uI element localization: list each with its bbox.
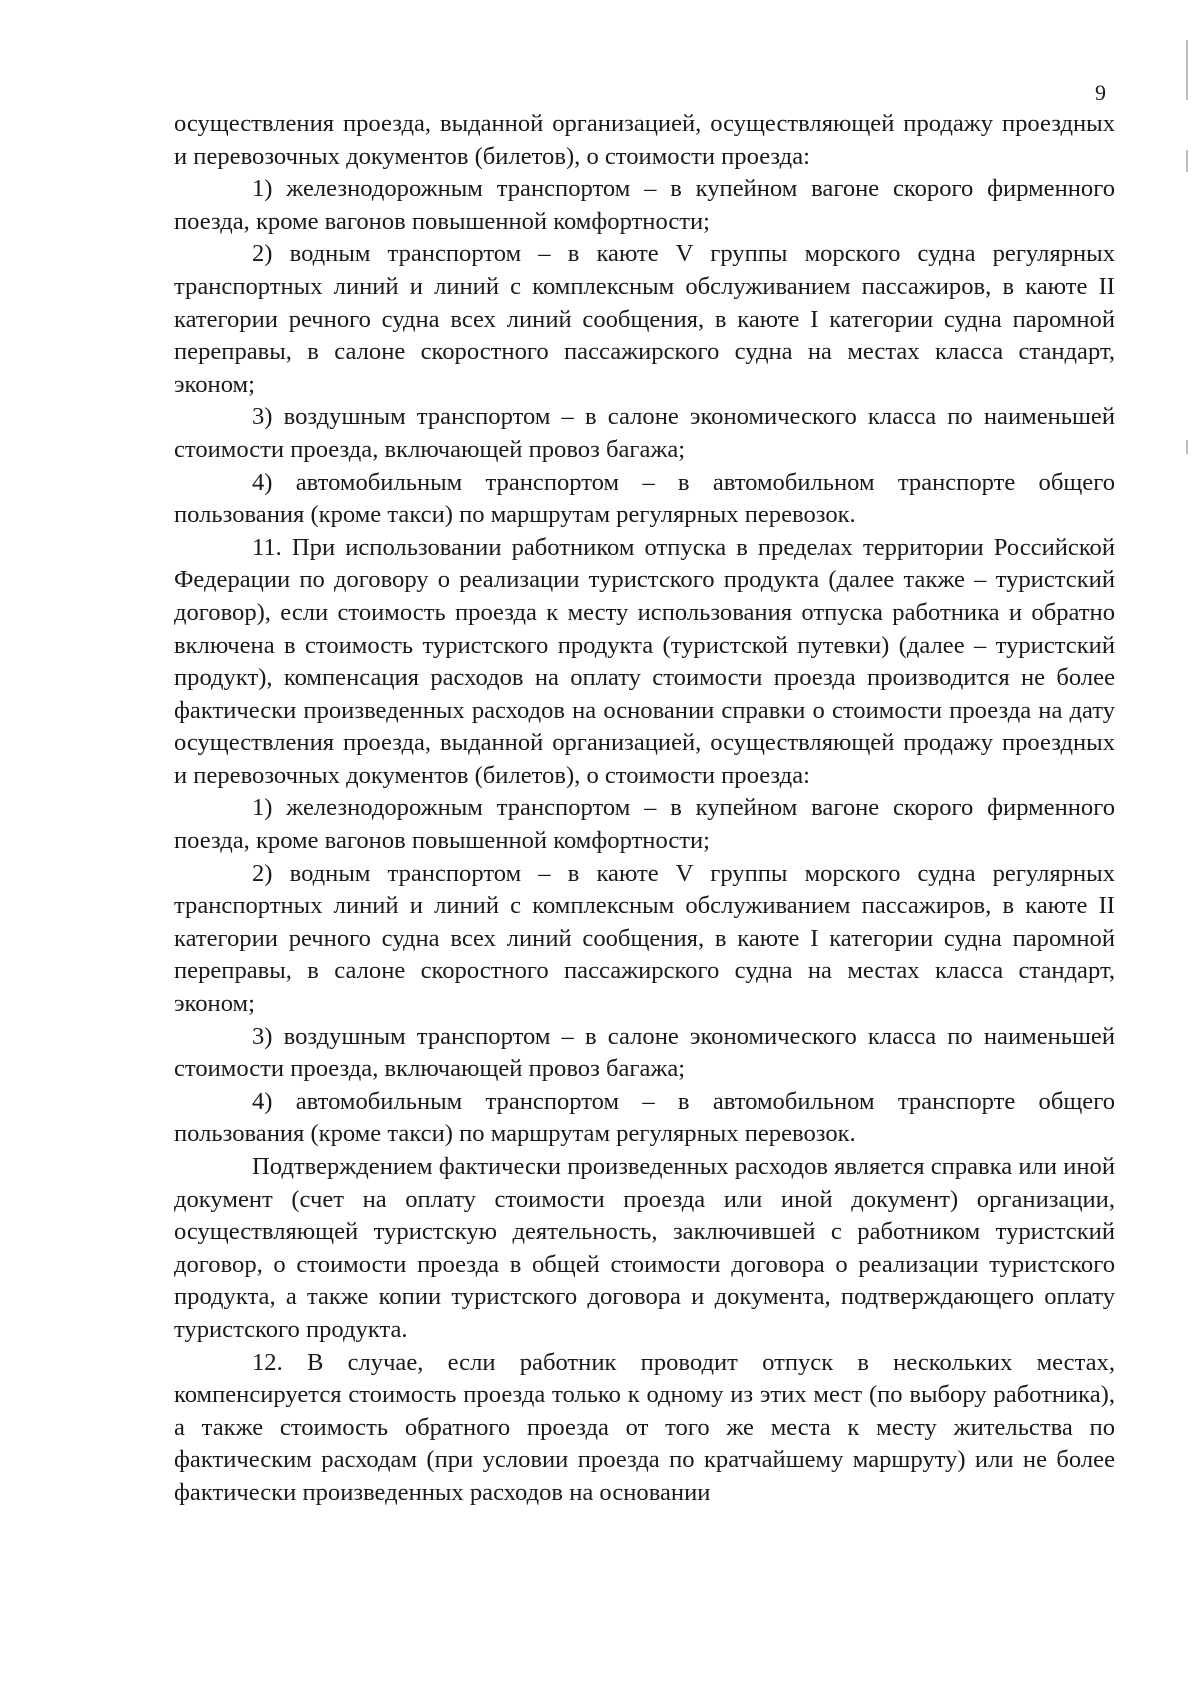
paragraph-list-item-air: 3) воздушным транспортом – в салоне экономического класса по наименьшей стоимости проезда, включающей провоз багажа; [174,403,1115,463]
paragraph-clause-12: 12. В случае, если работник проводит отпуск в нескольких местах, компенсируется стоимость проезда только к одному из этих мест (по выбору работника), а также стоимость обратного проезда от того же места к месту жительства по фактическим расходам (при условии проезда по кратчайшему маршруту) или не более фактически произведенных расходов на основании [174,1348,1115,1506]
document-body [174,108,1115,1510]
paragraph-continuation: осуществления проезда, выданной организацией, осуществляющей продажу проездных и перевозочных документов (билетов), о стоимости проезда: [174,110,1115,170]
paragraph-clause-11: 11. При использовании работником отпуска в пределах территории Российской Федерации по договору о реализации туристского продукта (далее также – туристский договор), если стоимость проезда к месту использования отпуска работника и обратно включена в стоимость туристского продукта (туристской путевки) (далее – туристский продукт), компенсация расходов на оплату стоимости проезда производится не более фактически произведенных расходов на основании справки о стоимости проезда на дату осуществления проезда, выданной организацией, осуществляющей продажу проездных и перевозочных документов (билетов), о стоимости проезда: [174,533,1115,789]
paragraph-list-item-rail: 1) железнодорожным транспортом – в купейном вагоне скорого фирменного поезда, кроме вагонов повышенной комфортности; [174,794,1115,855]
paragraph-list-item-road: 4) автомобильным транспортом – в автомобильном транспорте общего пользования (кроме такси) по маршрутам регулярных перевозок. [174,468,1115,529]
paragraph-list-item-water: 2) водным транспортом – в каюте V группы морского судна регулярных транспортных линий и линий с комплексным обслуживанием пассажиров, в каюте II категории речного судна всех линий сообщения, в каюте I категории судна паромной переправы, в салоне скоростного пассажирского судна на местах класса стандарт, эконом; [174,859,1115,1018]
scan-artifact-mark [1186,150,1188,172]
paragraph-list-item-road: 4) автомобильным транспортом – в автомобильном транспорте общего пользования (кроме такси) по маршрутам регулярных перевозок. [174,1087,1115,1148]
scan-artifact-mark [1186,440,1188,454]
paragraph-list-item-rail: 1) железнодорожным транспортом – в купейном вагоне скорого фирменного поезда, кроме вагонов повышенной комфортности; [174,175,1115,235]
scan-artifact-mark [1186,40,1188,100]
paragraph-list-item-water: 2) водным транспортом – в каюте V группы морского судна регулярных транспортных линий и линий с комплексным обслуживанием пассажиров, в каюте II категории речного судна всех линий сообщения, в каюте I категории судна паромной переправы, в салоне скоростного пассажирского судна на местах класса стандарт, эконом; [174,240,1115,398]
paragraph-list-item-air: 3) воздушным транспортом – в салоне экономического класса по наименьшей стоимости проезда, включающей провоз багажа; [174,1022,1115,1083]
page-number: 9 [1095,80,1106,105]
paragraph-confirmation: Подтверждением фактически произведенных расходов является справка или иной документ (счет на оплату стоимости проезда или иной документ) организации, осуществляющей туристскую деятельность, заключившей с работником туристский договор, о стоимости проезда в общей стоимости договора о реализации туристского продукта, а также копии туристского договора и документа, подтверждающего оплату туристского продукта. [174,1153,1115,1343]
